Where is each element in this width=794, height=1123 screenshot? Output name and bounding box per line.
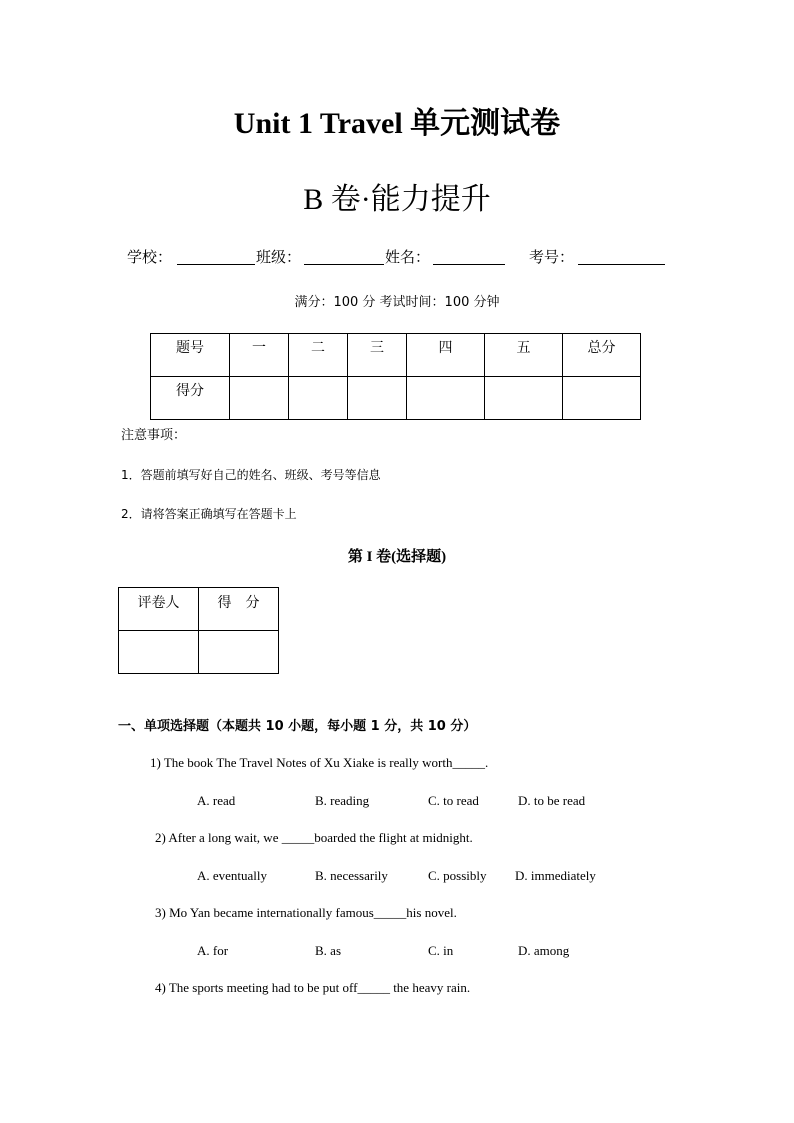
score-cell[interactable] xyxy=(563,377,641,420)
score-header-cell: 五 xyxy=(485,334,563,377)
score-header-cell: 三 xyxy=(348,334,407,377)
question-stem: 3) Mo Yan became internationally famous xyxy=(155,905,374,920)
section-title: 第 I 卷(选择题) xyxy=(347,549,447,565)
option-b[interactable]: B. reading xyxy=(315,793,370,808)
grader-table-header-row xyxy=(119,588,279,631)
option-d[interactable]: D. to be read xyxy=(518,793,586,808)
name-blank[interactable] xyxy=(433,264,505,265)
question-4 xyxy=(155,980,470,996)
question-2 xyxy=(155,830,473,846)
grader-table-input-row xyxy=(119,631,279,674)
score-header-cell: 一 xyxy=(230,334,289,377)
exam-title: Unit 1 Travel 单元测试卷 xyxy=(233,107,561,140)
answer-blank[interactable]: _____ xyxy=(373,905,407,920)
grader-score-label: 得 分 xyxy=(199,588,279,631)
option-a[interactable]: A. eventually xyxy=(197,868,268,883)
question-1 xyxy=(150,755,488,771)
question-stem: 1) The book The Travel Notes of Xu Xiake is really worth xyxy=(150,755,453,770)
option-a[interactable]: A. for xyxy=(197,943,229,958)
grader-score-cell[interactable] xyxy=(199,631,279,674)
option-c[interactable]: C. in xyxy=(428,943,454,958)
exam-number-label: 考号： xyxy=(529,250,575,266)
name-label: 姓名： xyxy=(385,250,431,266)
score-header-cell: 总分 xyxy=(563,334,641,377)
question-stem-end: boarded the flight at midnight. xyxy=(314,830,473,845)
option-c[interactable]: C. to read xyxy=(428,793,479,808)
score-header-cell: 四 xyxy=(407,334,485,377)
grader-table xyxy=(118,587,279,674)
exam-meta: 满分：100 分 考试时间：100 分钟 xyxy=(294,295,500,310)
option-d[interactable]: D. immediately xyxy=(515,868,596,883)
note-item: 1．答题前填写好自己的姓名、班级、考号等信息 xyxy=(121,468,381,482)
question-stem: 4) The sports meeting had to be put off xyxy=(155,980,358,995)
question-stem-end: the heavy rain. xyxy=(389,980,471,995)
answer-blank[interactable]: _____ xyxy=(357,980,390,995)
grader-label: 评卷人 xyxy=(119,588,199,631)
score-cell[interactable] xyxy=(348,377,407,420)
score-header-cell: 题号 xyxy=(151,334,230,377)
score-table xyxy=(150,333,641,420)
option-b[interactable]: B. necessarily xyxy=(315,868,388,883)
score-table-header-row xyxy=(151,334,641,377)
score-cell[interactable] xyxy=(485,377,563,420)
grader-name-cell[interactable] xyxy=(119,631,199,674)
question-stem: 2) After a long wait, we xyxy=(155,830,282,845)
score-cell[interactable] xyxy=(407,377,485,420)
answer-blank[interactable]: _____ xyxy=(452,755,485,770)
answer-blank[interactable]: _____ xyxy=(281,830,315,845)
score-table-score-row xyxy=(151,377,641,420)
school-label: 学校： xyxy=(127,250,173,266)
score-header-cell: 二 xyxy=(289,334,348,377)
option-a[interactable]: A. read xyxy=(197,793,236,808)
score-row-label: 得分 xyxy=(151,377,230,420)
option-b[interactable]: B. as xyxy=(315,943,341,958)
question-stem-end: . xyxy=(484,755,489,770)
option-d[interactable]: D. among xyxy=(518,943,570,958)
exam-subtitle: B 卷·能力提升 xyxy=(303,183,491,216)
note-item: 2．请将答案正确填写在答题卡上 xyxy=(121,507,297,521)
question-stem-end: his novel. xyxy=(406,905,457,920)
notes-heading: 注意事项： xyxy=(121,428,187,443)
class-label: 班级： xyxy=(256,250,302,266)
question-3 xyxy=(155,905,457,921)
class-blank[interactable] xyxy=(304,264,384,265)
school-blank[interactable] xyxy=(177,264,255,265)
exam-number-blank[interactable] xyxy=(578,264,665,265)
part-heading: 一、单项选择题（本题共 10 小题，每小题 1 分，共 10 分） xyxy=(118,719,477,734)
option-c[interactable]: C. possibly xyxy=(428,868,487,883)
score-cell[interactable] xyxy=(289,377,348,420)
score-cell[interactable] xyxy=(230,377,289,420)
